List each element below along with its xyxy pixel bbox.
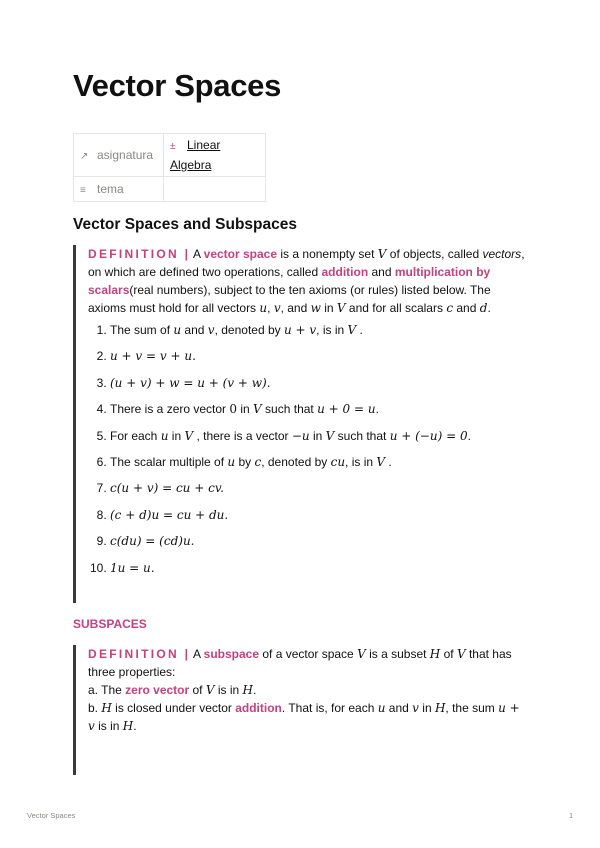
axiom-2: 2. u + v = v + u.	[110, 347, 528, 373]
term-zero-vector: zero vector	[125, 683, 190, 697]
definition-label: DEFINITION |	[88, 247, 191, 261]
linear-algebra-link[interactable]: Linear Algebra	[170, 138, 221, 172]
term-addition: addition	[321, 265, 369, 279]
page-title: Vector Spaces	[73, 68, 282, 103]
section-heading: Vector Spaces and Subspaces	[73, 216, 297, 233]
property-row-asignatura	[74, 134, 266, 177]
property-row-tema	[74, 177, 266, 202]
axiom-3: 3. (u + v) + w = u + (v + w).	[110, 374, 528, 400]
axioms-list	[88, 321, 528, 585]
term-multiplication: multiplication by scalars	[88, 265, 491, 297]
footer-title: Vector Spaces	[27, 811, 76, 820]
subspace-definition-callout	[73, 645, 528, 775]
definition-label: DEFINITION |	[88, 647, 191, 661]
property-name-tema: ≡ tema	[74, 177, 164, 202]
axiom-6: 6. The scalar multiple of u by c, denoted by cu, is in V .	[110, 453, 528, 479]
subspace-definition-paragraph: DEFINITION | A subspace of a vector space V is a subset H of V that has three properties:	[88, 647, 512, 679]
property-value-asignatura	[164, 134, 266, 177]
axiom-4: 4. There is a zero vector 0 in V such that u + 0 = u.	[110, 400, 528, 426]
axiom-5: 5. For each u in V , there is a vector −u in V such that u + (−u) = 0.	[110, 427, 528, 453]
subspace-property-b: b. H is closed under vector addition. That is, for each u and v in H, the sum u + v is in H.	[88, 701, 520, 733]
axiom-9: 9. c(du) = (cd)u.	[110, 532, 528, 558]
term-vector-space: vector space	[203, 247, 278, 261]
subspaces-heading: SUBSPACES	[73, 617, 147, 631]
page-number: 1	[569, 811, 574, 820]
axiom-1: 1. The sum of u and v, denoted by u + v, is in V .	[110, 321, 528, 347]
properties-table	[73, 133, 266, 202]
term-addition: addition	[235, 701, 282, 715]
axiom-10: 10. 1u = u.	[110, 559, 528, 585]
axiom-8: 8. (c + d)u = cu + du.	[110, 506, 528, 532]
plus-minus-icon: ±	[170, 141, 176, 152]
axiom-7: 7. c(u + v) = cu + cv.	[110, 479, 528, 505]
property-value-tema[interactable]	[164, 177, 266, 202]
subspace-property-a: a. The zero vector of V is in H.	[88, 683, 257, 697]
vector-space-definition-callout	[73, 245, 528, 603]
list-icon: ≡	[80, 185, 86, 196]
property-name-asignatura: ↗ asignatura	[74, 134, 164, 177]
definition-paragraph: DEFINITION | A vector space is a nonempty set V of objects, called vectors, on which are defined two operations, called addition and multiplication by scalars(real numbers), subject to the ten axioms (or rules) listed below. The axioms must hold for all vectors u, v, and w in V and for all scalars c and d.	[88, 247, 525, 315]
term-subspace: subspace	[203, 647, 260, 661]
arrow-up-right-icon: ↗	[80, 151, 89, 162]
